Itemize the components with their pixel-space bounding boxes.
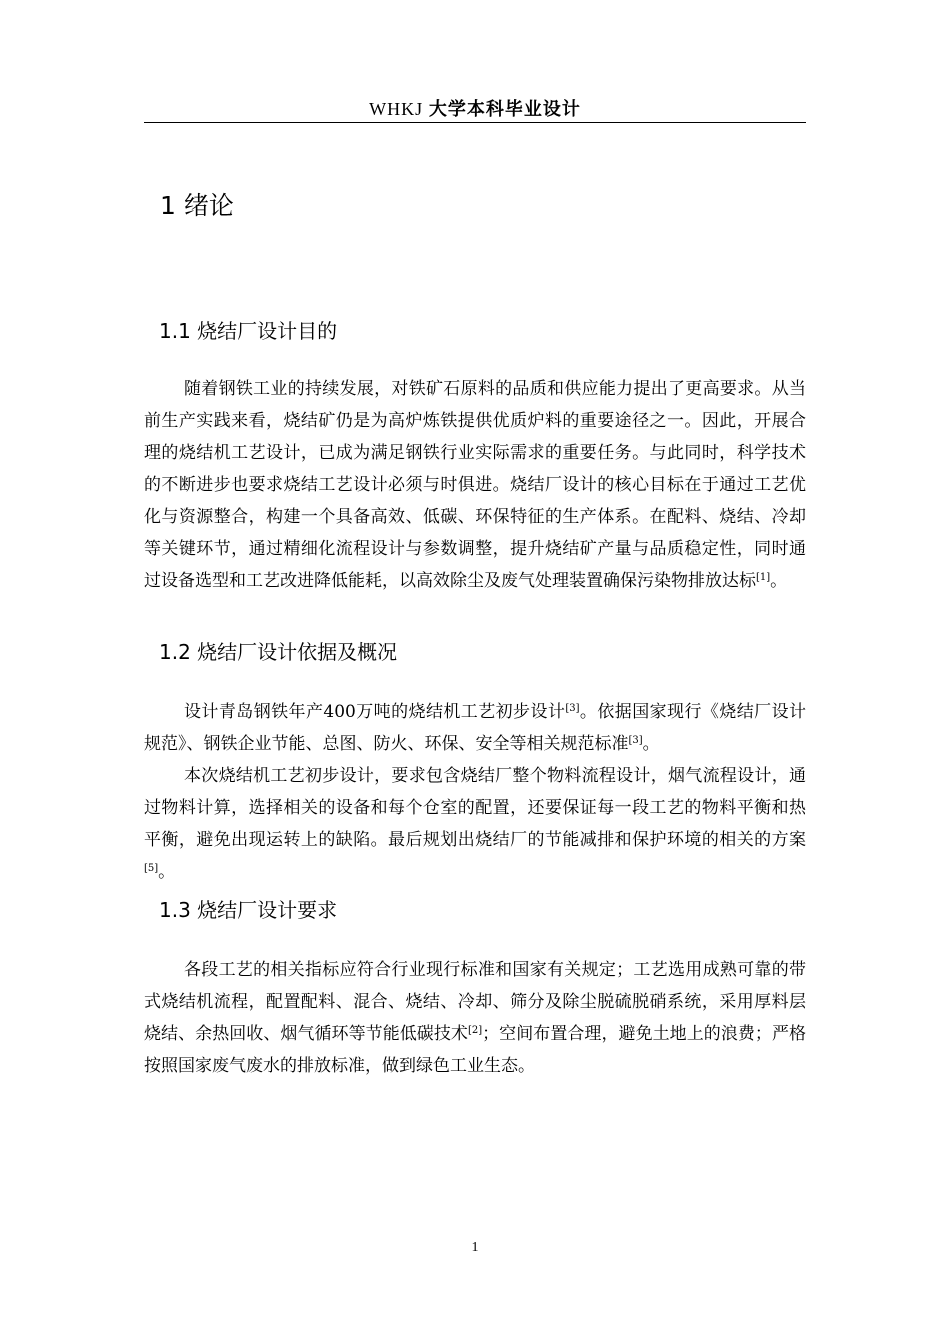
- citation-ref: [1]: [756, 572, 771, 583]
- paragraph-tail: 。: [770, 571, 788, 591]
- page-header: [144, 96, 806, 123]
- paragraph-text-2: 。依据国家现行《烧结厂设计规范》、钢铁企业节能、总图、防火、环保、安全等相关规范标准: [144, 702, 806, 754]
- paragraph-text: 设计青岛钢铁年产400万吨的烧结机工艺初步设计: [184, 702, 566, 722]
- section-title-1-2: 1.2 烧结厂设计依据及概况: [159, 640, 398, 664]
- paragraph-1-2-a: [144, 696, 806, 760]
- section-title-1-1: 1.1 烧结厂设计目的: [159, 319, 338, 343]
- paragraph-tail: ；空间布置合理，避免土地上的浪费；严格按照国家废气废水的排放标准，做到绿色工业生态。: [144, 1024, 807, 1076]
- paragraph-text: 各段工艺的相关指标应符合行业现行标准和国家有关规定；工艺选用成熟可靠的带式烧结机流程，配置配料、混合、烧结、冷却、筛分及除尘脱硫脱硝系统，采用厚料层烧结、余热回收、烟气循环等节能低碳技术: [144, 960, 806, 1044]
- header-title: 大学本科毕业设计: [428, 99, 581, 120]
- header-code: WHKJ: [369, 99, 424, 119]
- paragraph-text: 本次烧结机工艺初步设计，要求包含烧结厂整个物料流程设计，烟气流程设计，通过物料计算，选择相关的设备和每个仓室的配置，还要保证每一段工艺的物料平衡和热平衡，避免出现运转上的缺陷。最后规划出烧结厂的节能减排和保护环境的相关的方案: [144, 766, 806, 850]
- paragraph-tail: 。: [642, 734, 660, 754]
- citation-ref: [5]: [144, 863, 159, 874]
- citation-ref-2: [3]: [628, 735, 643, 746]
- paragraph-1-3: [144, 954, 806, 1082]
- citation-ref: [3]: [565, 703, 580, 714]
- paragraph-tail: 。: [158, 862, 176, 882]
- paragraph-1-1: [144, 373, 806, 597]
- section-title-1-3: 1.3 烧结厂设计要求: [159, 898, 338, 922]
- page-number: 1: [471, 1240, 479, 1255]
- paragraph-text: 随着钢铁工业的持续发展，对铁矿石原料的品质和供应能力提出了更高要求。从当前生产实践来看，烧结矿仍是为高炉炼铁提供优质炉料的重要途径之一。因此，开展合理的烧结机工艺设计，已成为满足钢铁行业实际需求的重要任务。与此同时，科学技术的不断进步也要求烧结工艺设计必须与时俱进。烧结厂设计的核心目标在于通过工艺优化与资源整合，构建一个具备高效、低碳、环保特征的生产体系。在配料、烧结、冷却等关键环节，通过精细化流程设计与参数调整，提升烧结矿产量与品质稳定性，同时通过设备选型和工艺改进降低能耗，以高效除尘及废气处理装置确保污染物排放达标: [144, 379, 806, 591]
- paragraph-1-2-b: [144, 760, 806, 888]
- chapter-title: 1 绪论: [160, 191, 234, 220]
- citation-ref: [2]: [467, 1025, 483, 1036]
